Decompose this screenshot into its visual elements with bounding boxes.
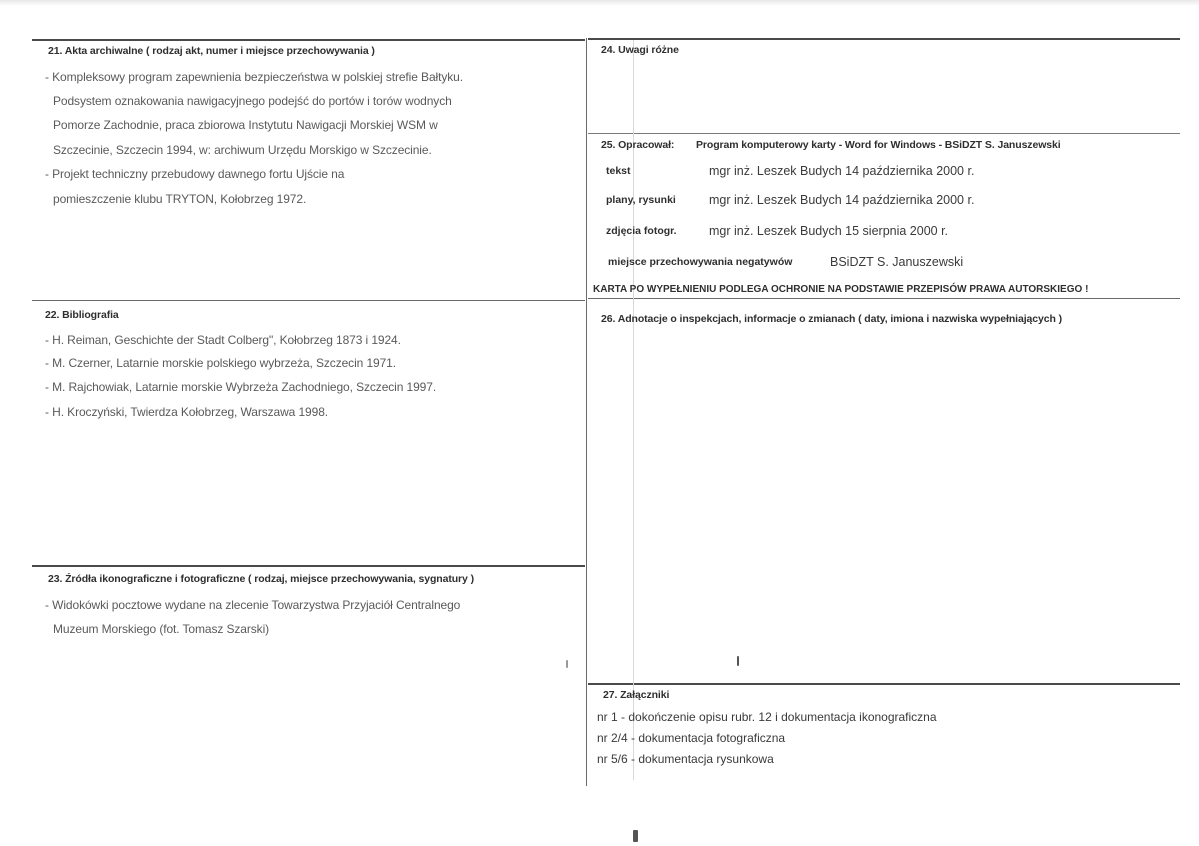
negatives-label: miejsce przechowywania negatywów [608,256,793,268]
divider-23 [32,565,585,567]
section-21-line: Podsystem oznakowania nawigacyjnego podejść do portów i torów wodnych [53,94,452,108]
divider-top-right [588,38,1180,40]
column-divider [586,38,587,786]
author-row-value: mgr inż. Leszek Budych 15 sierpnia 2000 r. [709,224,949,238]
scan-top-edge [0,0,1199,6]
divider-27 [588,683,1180,685]
section-21-line: Szczecinie, Szczecin 1994, w: archiwum Urzędu Morskigo w Szczecinie. [53,143,432,157]
section-25-program: Program komputerowy karty - Word for Windows - BSiDZT S. Januszewski [696,139,1061,151]
author-row-label: zdjęcia fotogr. [606,225,677,237]
divider-25 [588,133,1180,134]
divider-top-left [32,39,585,41]
section-22-line: - M. Rajchowiak, Latarnie morskie Wybrzeża Zachodniego, Szczecin 1997. [45,380,437,394]
section-26-heading: 26. Adnotacje o inspekcjach, informacje o zmianach ( daty, imiona i nazwiska wypełniających ) [601,313,1063,325]
section-22-line: - H. Kroczyński, Twierdza Kołobrzeg, Warszawa 1998. [45,405,329,419]
author-row-label: plany, rysunki [606,194,676,206]
section-22-line: - H. Reiman, Geschichte der Stadt Colberg", Kołobrzeg 1873 i 1924. [45,333,401,347]
section-27-heading: 27. Załączniki [603,689,670,701]
attachment-line: nr 2/4 - dokumentacja fotograficzna [597,731,786,745]
faint-fold-line [633,40,634,780]
section-21-heading: 21. Akta archiwalne ( rodzaj akt, numer i miejsce przechowywania ) [48,45,375,57]
section-23-line: Muzeum Morskiego (fot. Tomasz Szarski) [53,622,270,636]
section-21-line: pomieszczenie klubu TRYTON, Kołobrzeg 1972. [53,192,307,206]
section-21-line: - Kompleksowy program zapewnienia bezpieczeństwa w polskiej strefie Bałtyku. [45,70,463,84]
author-row-value: mgr inż. Leszek Budych 14 października 2000 r. [709,164,975,178]
copyright-notice: KARTA PO WYPEŁNIENIU PODLEGA OCHRONIE NA PODSTAWIE PRZEPISÓW PRAWA AUTORSKIEGO ! [593,284,1089,295]
section-24-heading: 24. Uwagi różne [601,44,679,56]
section-22-heading: 22. Bibliografia [45,309,119,321]
section-25-label: 25. Opracował: [601,139,675,151]
negatives-value: BSiDZT S. Januszewski [830,255,964,269]
section-21-line: Pomorze Zachodnie, praca zbiorowa Instytutu Nawigacji Morskiej WSM w [53,118,438,132]
author-row-label: tekst [606,165,631,177]
section-21-line: - Projekt techniczny przebudowy dawnego fortu Ujście na [45,167,345,181]
section-23-line: - Widokówki pocztowe wydane na zlecenie Towarzystwa Przyjaciół Centralnego [45,598,461,612]
divider-22 [32,300,585,301]
section-23-heading: 23. Źródła ikonograficzne i fotograficzne ( rodzaj, miejsce przechowywania, sygnatury ) [48,573,474,585]
divider-26 [588,298,1180,299]
scan-speck [566,660,568,668]
attachment-line: nr 5/6 - dokumentacja rysunkowa [597,752,774,766]
scan-speck [633,830,638,842]
section-22-line: - M. Czerner, Latarnie morskie polskiego wybrzeża, Szczecin 1971. [45,356,396,370]
author-row-value: mgr inż. Leszek Budych 14 października 2000 r. [709,193,975,207]
scan-speck [737,656,739,666]
attachment-line: nr 1 - dokończenie opisu rubr. 12 i dokumentacja ikonograficzna [597,710,937,724]
